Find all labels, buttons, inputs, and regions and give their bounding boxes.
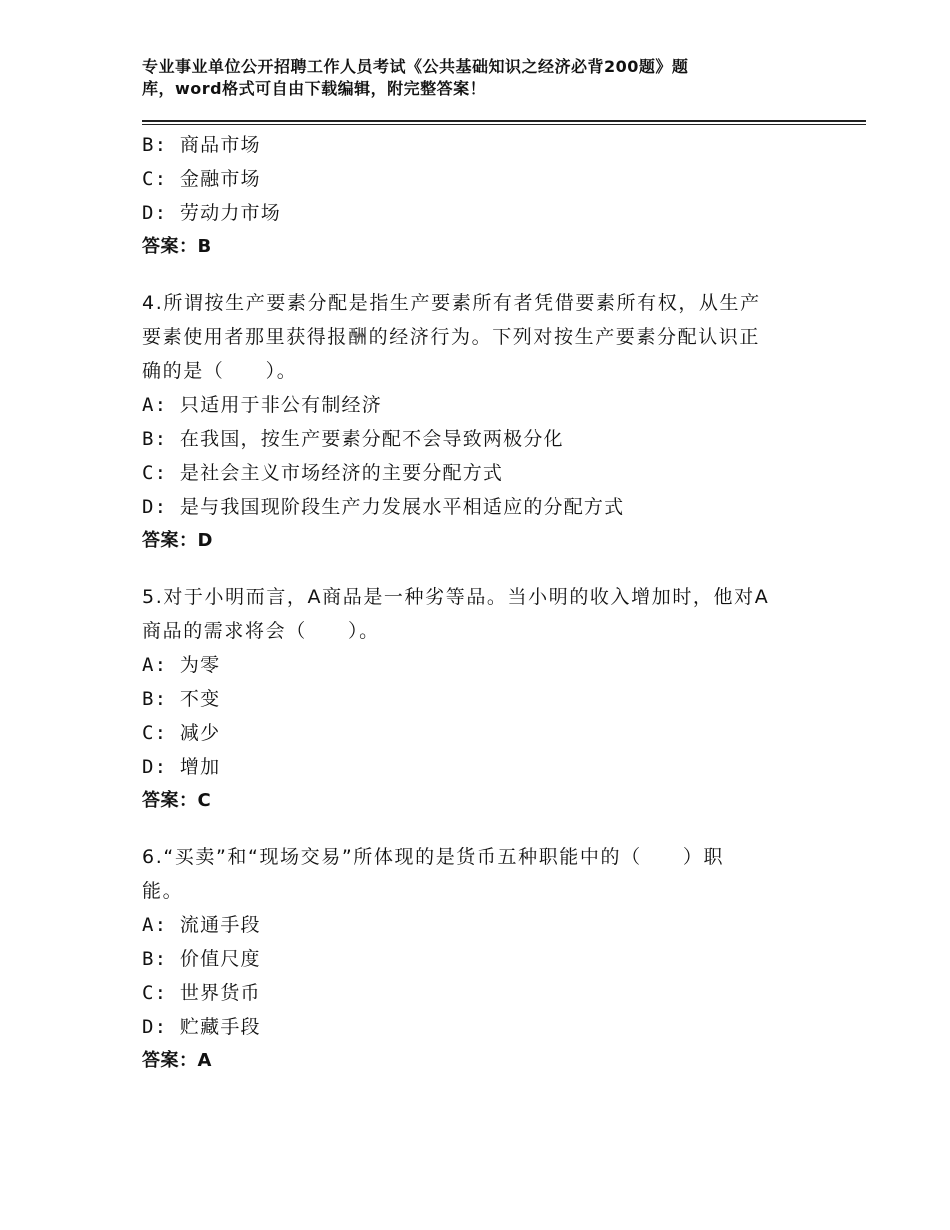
- option-line: B: 商品市场: [142, 134, 261, 156]
- question-text: [142, 580, 822, 648]
- option-line: C: 金融市场: [142, 168, 261, 190]
- option-line: D: 增加: [142, 756, 221, 778]
- option-line: C: 世界货币: [142, 982, 261, 1004]
- document-body: [142, 128, 822, 1078]
- option-line: A: 为零: [142, 654, 221, 676]
- option-line: C: 是社会主义市场经济的主要分配方式: [142, 462, 504, 484]
- answer-line: 答案：B: [142, 236, 212, 257]
- header-rule-thin: [142, 124, 866, 125]
- question-4: [142, 286, 822, 558]
- option-line: A: 流通手段: [142, 914, 261, 936]
- question-text: [142, 286, 822, 388]
- question-text-line: 4.所谓按生产要素分配是指生产要素所有者凭借要素所有权，从生产: [142, 292, 761, 314]
- option-line: C: 减少: [142, 722, 221, 744]
- question-text-line: 商品的需求将会（ ）。: [142, 620, 380, 642]
- answer-line: 答案：C: [142, 790, 212, 811]
- header-rule: [142, 120, 866, 125]
- answer-line: 答案：A: [142, 1050, 212, 1071]
- question-6: [142, 840, 822, 1078]
- question-text-line: 要素使用者那里获得报酬的经济行为。下列对按生产要素分配认识正: [142, 326, 761, 348]
- header-line-1: 专业事业单位公开招聘工作人员考试《公共基础知识之经济必背200题》题: [142, 57, 689, 76]
- option-line: D: 劳动力市场: [142, 202, 281, 224]
- question-text-line: 能。: [142, 880, 184, 902]
- header-rule-thick: [142, 120, 866, 122]
- document-header: [142, 56, 842, 100]
- question-text: [142, 840, 822, 908]
- option-line: B: 价值尺度: [142, 948, 261, 970]
- question-text-line: 6.“买卖”和“现场交易”所体现的是货币五种职能中的（ ）职: [142, 846, 725, 868]
- question-3-tail: [142, 128, 822, 264]
- question-5: [142, 580, 822, 818]
- answer-line: 答案：D: [142, 530, 213, 551]
- question-text-line: 确的是（ ）。: [142, 360, 298, 382]
- header-line-2: 库，word格式可自由下载编辑，附完整答案！: [142, 79, 487, 98]
- option-line: D: 贮藏手段: [142, 1016, 261, 1038]
- option-line: D: 是与我国现阶段生产力发展水平相适应的分配方式: [142, 496, 625, 518]
- option-line: A: 只适用于非公有制经济: [142, 394, 382, 416]
- option-line: B: 在我国，按生产要素分配不会导致两极分化: [142, 428, 564, 450]
- option-line: B: 不变: [142, 688, 221, 710]
- question-text-line: 5.对于小明而言，A商品是一种劣等品。当小明的收入增加时，他对A: [142, 586, 770, 608]
